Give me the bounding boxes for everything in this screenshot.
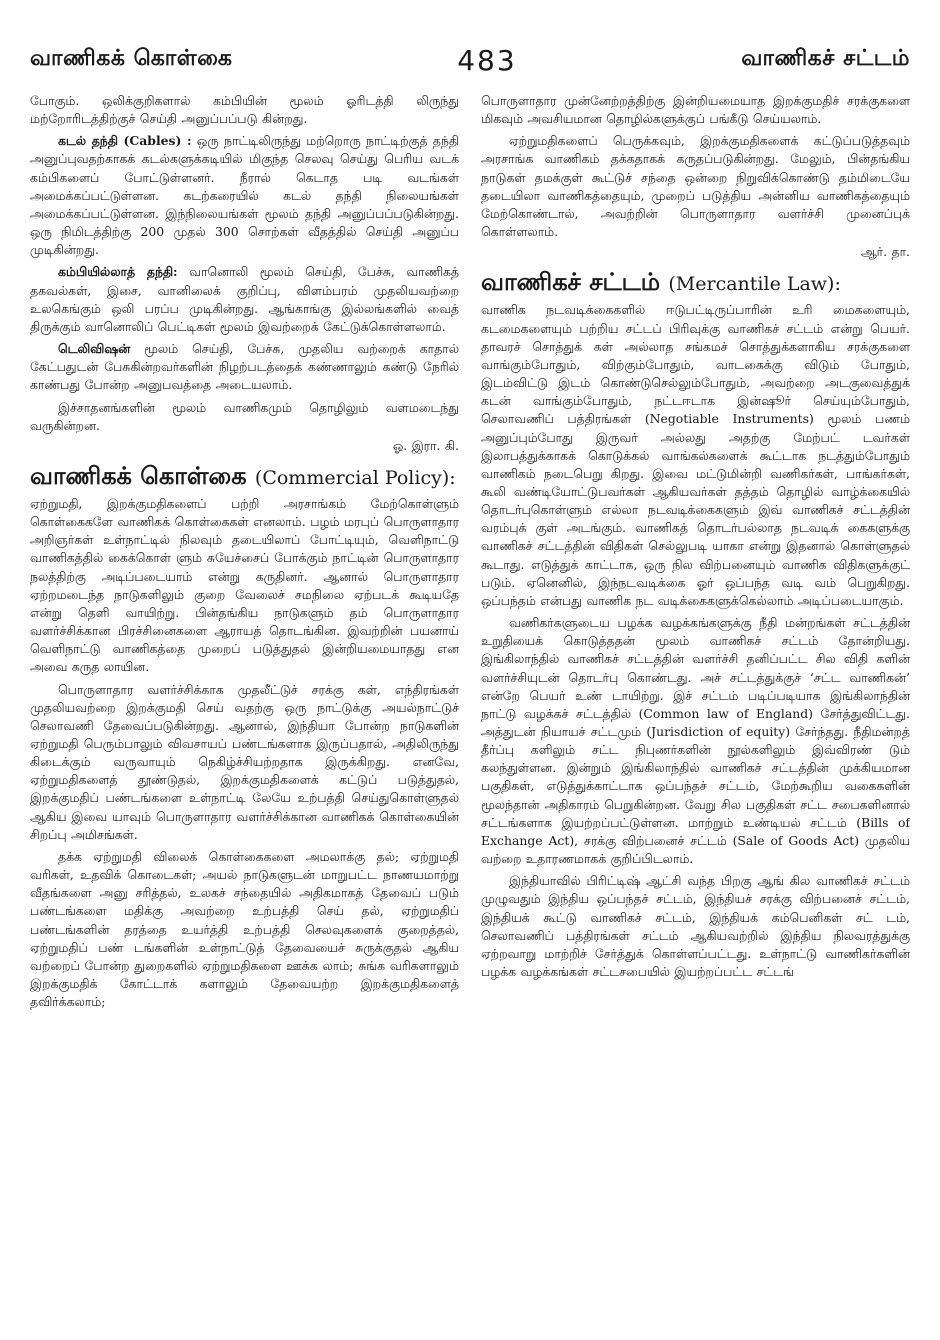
term-wireless: கம்பியில்லாத் தந்தி:: [58, 264, 178, 280]
paragraph: பொருளாதார வளர்ச்சிக்காக முதலீட்டுச் சரக்கு கள், எந்திரங்கள் முதலியவற்றை இறக்குமதி செய் வதற்கு ஒரு நாட்டுக்கு அயல்நாட்டுச் செலாவணி தேவைப்படுகின்றது. ஆனால், இந்தியா போன்ற நாடுகளின் ஏற்றுமதி பெரும்பாலும் விவசாயப் பண்டங்களாக இருப்பதால், அதிலிருந்து கிடைக்கும் வருவாயும் நெகிழ்ச்சியற்றதாக இருக்கிறது. எனவே, ஏற்றுமதிகளைத் தூண்டுதல், இறக்குமதிகளைக் கட்டுப் படுத்துதல், இறக்குமதிப் பண்டங்களை உள்நாட்டி லேயே உற்பத்தி செய்துகொள்ளுதல் ஆகிய இவை யாவும் பொருளாதார வளர்ச்சிக்கான வாணிகக் கொள்கையின் சிறப்பு அமிசங்கள்.: [30, 681, 459, 842]
entry-heading-english: (Commercial Policy):: [254, 466, 456, 489]
television-text: மூலம் செய்தி, பேச்சு, முதலிய வற்றைக் காதால் கேட்பதுடன் பேசுகின்றவர்களின் நிழற்படத்தைக் கண்ணாலும் கண்டு நேரில் காண்பது போன்ற அனுபவத்தை அடையலாம்.: [30, 341, 459, 393]
paragraph: போகும். ஒலிக்குறிகளால் கம்பியின் மூலம் ஓரிடத்தி லிருந்து மற்றோரிடத்திற்குச் செய்தி அனுப்பப்படு கின்றது.: [30, 93, 459, 127]
paragraph-television: [30, 340, 459, 394]
running-head-right: வாணிகச் சட்டம்: [741, 46, 910, 71]
left-column: [30, 92, 459, 1320]
paragraph-cables: [30, 132, 459, 259]
paragraph: வணிகர்களுடைய பழக்க வழக்கங்களுக்கு நீதி மன்றங்கள் சட்டத்தின் உறுதியைக் கொடுத்ததன் மூலம் வாணிகச் சட்டம் தோன்றியது. இங்கிலாந்தில் வாணிகச் சட்டத்தின் வளர்ச்சி தனிப்பட்ட சில விதி களின் வளர்ச்சியுடன் தொடர்பு கொண்டது. அச் சட்டத்துக்குச் ‘சட்ட வாணிகன்’ என்றே பெயர் உண் டாயிற்று. இச் சட்டம் படிப்படியாக இங்கிலாந்தின் நாட்டு வழக்கச் சட்டத்தில் (Common law of England) சேர்த்துவிட்டது. அத்துடன் நியாயச் சட்டமும் (Jurisdiction of equity) சேர்ந்தது. நீதிமன்றத் தீர்ப்பு களிலும் சட்ட நிபுணர்களின் நூல்களிலும் இவ்விரண் டும் கலந்துள்ளன. இன்றும் இங்கிலாந்தில் வாணிகச் சட்டத்தின் முக்கியமான பகுதிகள், எடுத்துக்காட்டாக ஒப்பந்தச் சட்டம், மேற்கூறிய வகைகளின் மூலந்தான் அதிகாரம் பெறுகின்றன. வேறு சில பகுதிகள் சட்ட சபைகளினால் சட்டங்களாக இயற்றப்பட்டுள்ளன. மாற்றும் உண்டியல் சட்டம் (Bills of Exchange Act), சரக்கு விற்பனைச் சட்டம் (Sale of Goods Act) முதலிய வற்றை உதாரணமாகக் குறிப்பிடலாம்.: [481, 615, 910, 867]
right-column: [481, 92, 910, 1320]
text-columns: [30, 92, 910, 1320]
author-initials: ஓ. இரா. கி.: [392, 437, 459, 453]
page-number: 483: [457, 43, 517, 77]
paragraph: தக்க ஏற்றுமதி விலைக் கொள்கைகளை அமலாக்கு தல்; ஏற்றுமதி வரிகள், உதவிக் கொடைகள்; அயல் நாடுகளுடன் மாறுபட்ட நாணயமாற்று வீதங்களை அனு சரித்தல், உலகச் சந்தையில் அதிகமாகத் தேவைப் படும் பண்டங்களை மதிக்கு அவற்றை உற்பத்தி செய் தல், ஏற்றுமதிப் பண்டங்களின் தரத்தை உயர்த்தி உற்பத்தி செலவுகளைக் குறைத்தல், ஏற்றுமதிப் பண் டங்களின் உள்நாட்டுத் தேவையைச் சுருக்குதல் ஆகிய வற்றைப் போன்ற துறைகளில் ஏற்றுமதிகளை ஊக்க லாம்; சுங்க வரிகளாலும் இறக்குமதிக் கோட்டாக் களாலும் தேவையற்ற இறக்குமதிகளைத் தவிர்க்கலாம்;: [30, 848, 459, 1010]
author-initials: ஆர். தா.: [860, 244, 910, 260]
entry-heading-mercantile-law: [481, 267, 910, 299]
term-cables: கடல் தந்தி (Cables) :: [58, 133, 192, 149]
entry-heading-english: (Mercantile Law):: [668, 273, 841, 296]
paragraph: ஏற்றுமதிகளைப் பெருக்கவும், இறக்குமதிகளைக் கட்டுப்படுத்தவும் அரசாங்க வாணிகம் தக்கதாகக் கருதப்படுகின்றது. மேலும், பின்தங்கிய நாடுகள் தமக்குள் கூட்டுச் சந்தை ஒன்றை நிறுவிக்கொண்டு தம்மிடையே தடையிலா வாணிகத்தையும், முறைப் படுத்திய அன்னிய வாணிகத்தையும் மேற்கொண்டால், அவற்றின் பொருளாதார வளர்ச்சி முனைப்புக் கொள்ளலாம்.: [481, 133, 910, 240]
paragraph: இந்தியாவில் பிரிட்டிஷ் ஆட்சி வந்த பிறகு ஆங் கில வாணிகச் சட்டம் முழுவதும் இந்திய ஒப்பந்தச் சட்டம், இந்தியச் சரக்கு விற்பனைச் சட்டம், இந்தியக் கூட்டு வாணிகச் சட்டம், இந்தியக் கம்பெனிகள் சட் டம், செலாவணிப் பத்திரங்கள் சட்டம் ஆகியவற்றில் இந்திய நிலவரத்துக்கு ஏற்றவாறு மாற்றிச் சேர்த்துக் கொள்ளப்பட்டது. உள்நாட்டு வாணிகர்களின் பழக்க வழக்கங்கள் சட்டசபையில் இயற்றப்பட்ட சட்டங்: [481, 873, 910, 980]
term-television: டெலிவிஷன்: [58, 341, 131, 357]
paragraph: வாணிக நடவடிக்கைகளில் ஈடுபட்டிருப்பாரின் உரி மைகளையும், கடமைகளையும் பற்றிய சட்டப் பிரிவுக்கு வாணிகச் சட்டம் என்று பெயர். தாவரச் சொத்துக் கள் அல்லாத சங்கமச் சொத்துக்களாகிய சரக்குகளை வாங்கும்போதும், விற்கும்போதும், வாடகைக்கு விடும் போதும், இடம்விட்டு இடம் கொண்டுசெல்லும்போதும், அவற்றை அடகுவைத்துக் கடன் வாங்கும்போதும், நட்டஈடாக இன்ஷூர் செய்யும்போதும், செலாவணிப் பத்திரங்கள் (Negotiable Instruments) மூலம் பணம் அனுப்பும்போது இருவர் அல்லது அதற்கு மேற்பட் டவர்கள் இலாபத்துக்காகக் கொடுக்கல் வாங்கல்களைக் கூட்டாக நடத்தும்போதும் வாணிகம் நடைபெறு கிறது. இவை மட்டுமின்றி வணிகர்கள், பாங்கர்கள், கூலி வண்டியோட்டுபவர்கள் ஆகியவர்கள் தத்தம் தொழில் வாழ்க்கையில் தொடர்புகொள்ளும் எல்லா நடவடிக்கைகளும் இவ் வாணிகச் சட்டத்தின் வரம்புக் குள் அடங்கும். வாணிகத் தொடர்பல்லாத நடவடிக் கைகளுக்கு வாணிகச் சட்டத்தின் விதிகள் செல்லுபடி யாகா என்று இதனால் கொள்ளுதல் கூடாது. எடுத்துக் காட்டாக, ஒரு நில விற்பனையும் வாணிக விதிகளுக்குட் படும். ஏனெனில், இந்நடவடிக்கை ஓர் ஒப்பந்த வடி வம் பெறுகிறது. ஒப்பந்தம் என்பது வாணிக நட வடிக்கைகளுக்கெல்லாம் அடிப்படையாகும்.: [481, 302, 910, 608]
wireless-text: வானொலி மூலம் செய்தி, பேச்சு, வாணிகத் தகவல்கள், இசை, வானிலைக் குறிப்பு, விளம்பரம் முதலியவற்றை உலகெங்கும் ஒலி பரப்ப முடிகின்றது. ஆங்காங்கு இல்லங்களில் வைத் திருக்கும் வானொலிப் பெட்டிகள் மூலம் இவற்றைக் கேட்டுக்கொள்ளலாம்.: [30, 264, 459, 334]
paragraph-wireless: [30, 263, 459, 336]
entry-heading-tamil: வாணிகச் சட்டம்: [481, 268, 661, 297]
paragraph: பொருளாதார முன்னேற்றத்திற்கு இன்றியமையாத இறக்குமதிச் சரக்குகளை மிகவும் அவசியமான தொழில்களுக்குப் பங்கீடு செய்யலாம்.: [481, 93, 910, 127]
entry-heading-commercial-policy: [30, 461, 459, 493]
running-head: [30, 40, 910, 80]
running-head-left: வாணிகக் கொள்கை: [30, 46, 233, 71]
entry-heading-tamil: வாணிகக் கொள்கை: [30, 461, 247, 490]
paragraph: இச்சாதனங்களின் மூலம் வாணிகமும் தொழிலும் வளமடைந்து வருகின்றன.: [30, 399, 459, 433]
paragraph: ஏற்றுமதி, இறக்குமதிகளைப் பற்றி அரசாங்கம் மேற்கொள்ளும் கொள்கைகளே வாணிகக் கொள்கைகள் எனலாம். பழம் மரபுப் பொருளாதார அறிஞர்கள் உள்நாட்டில் நிலவும் தடையிலாப் போட்டியும், வெளிநாட்டு வாணிகத்தில் கைக்கொள் ளும் சுயேச்சைப் போக்கும் நாட்டின் பொருளாதார நலத்திற்கு அடிப்படையாம் என்று கருதினர். ஆனால் பொருளாதார ஏற்றமடைந்த நாடுகளிலும் குறை வேலைச் சமநிலை ஏற்படக் கூடியதே என்று தெளி வாயிற்று. பின்தங்கிய நாடுகளும் தம் பொருளாதார வளர்ச்சிக்கான பிரச்சினைகளை ஆராயத் தொடங்கின. இவற்றின் பயனாய் வெளிநாட்டு வாணிகத்தை முறைப் படுத்துதல் இன்றியமையாதது என அவை கருத லாயின.: [30, 495, 459, 675]
cables-text: ஒரு நாட்டிலிருந்து மற்றொரு நாட்டிற்குத் தந்தி அனுப்புவதற்காகக் கடல்களுக்கடியில் மிகுந்த செலவு செய்து பெரிய வடக் கம்பிகளைப் போட்டுள்ளனர். நீரால் கெடாத படி வடங்கள் அமைக்கப்பட்டுள்ளன. கடற்கரையில் கடல் தந்தி நிலையங்கள் அமைக்கப்பட்டுள்ளன. இந்நிலையங்கள் மூலம் தந்தி அனுப்பப்படுகின்றது. ஒரு நிமிடத்திற்கு 200 முதல் 300 சொற்கள் வீதத்தில் செய்தி அனுப்ப முடிகின்றது.: [30, 133, 459, 258]
